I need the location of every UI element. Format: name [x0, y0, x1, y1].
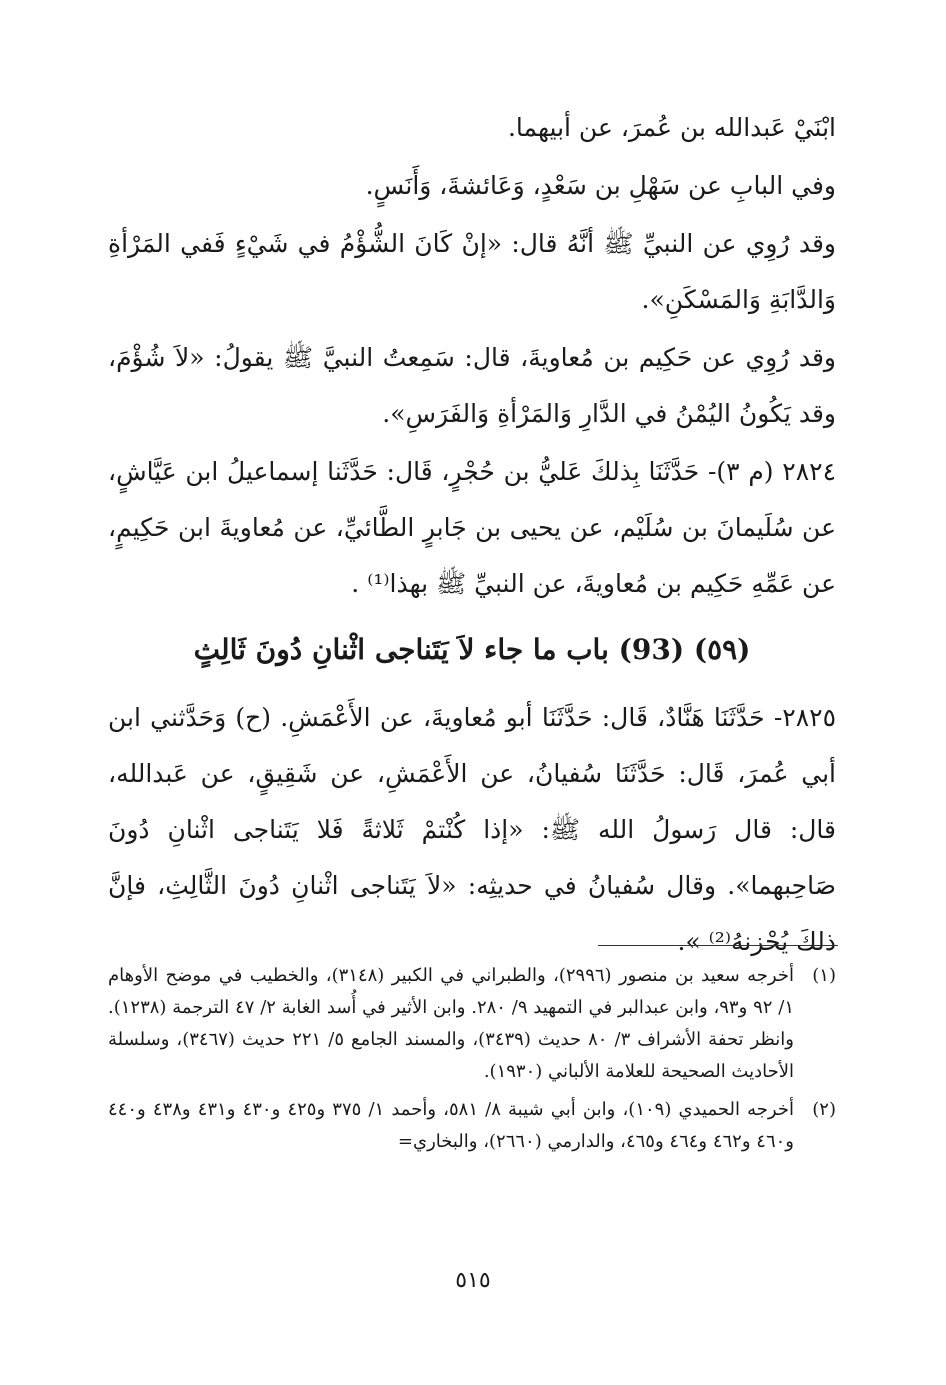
paragraph-continuation: ابْنَيْ عَبدالله بن عُمرَ، عن أبيهما.: [507, 113, 836, 142]
paragraph-hadith-hakim: وقد رُوِي عن حَكِيم بن مُعاويةَ، قال: سَمِعتُ النبيَّ ﷺ يقولُ: «لاَ شُؤْمَ، وقد يَكُونُ اليُمْنُ في الدَّارِ وَالمَرْأةِ وَالفَرَسِ».: [108, 343, 836, 428]
paragraph-hadith-2825: ٢٨٢٥- حَدَّثَنَا هَنَّادٌ، قَال: حَدَّثَنَا أبو مُعاويةَ، عن الأَعْمَشِ. (ح) وَحَدَّثني ابن أبي عُمرَ، قَال: حَدَّثَنَا سُفيانُ، عن الأَعْمَشِ، عن شَقِيقٍ، عن عَبدالله، قال: قال رَسولُ الله ﷺ: «إذا كُنْتمْ ثَلاثةً فَلا يَتَناجى اثْنانِ دُونَ صَاحِبهما». وقال سُفيانُ في حديثِه: «لاَ يَتَناجى اثْنانِ دُونَ الثَّالِثِ، فإنَّ ذلكَ يُحْزنهُ⁽²⁾ ».: [108, 703, 836, 956]
footnotes: [108, 960, 836, 1164]
footnote-number: (١): [812, 965, 836, 986]
footnote-divider: [598, 945, 838, 946]
page-number: ٥١٥: [455, 1268, 491, 1293]
paragraph-bab: وفي البابِ عن سَهْلِ بن سَعْدٍ، وَعَائشةَ، وَأَنَسٍ.: [365, 171, 836, 200]
paragraph-hadith-2824: ٢٨٢٤ (م ٣)- حَدَّثَنَا بِذلكَ عَليُّ بن حُجْرٍ، قَال: حَدَّثَنا إسماعيلُ ابن عَيَّاشٍ، عن سُلَيمانَ بن سُلَيْم، عن يحيى بن جَابرٍ الطَّائيِّ، عن مُعاويةَ ابن حَكِيمٍ، عن عَمِّهِ حَكِيم بن مُعاويةَ، عن النبيِّ ﷺ بهذا⁽¹⁾ .: [108, 457, 836, 598]
paragraph-hadith-shuom: وقد رُوِي عن النبيِّ ﷺ أنَّهُ قال: «إنْ كَانَ الشُّؤْمُ في شَيْءٍ فَفي المَرْأةِ وَالدَّابَةِ وَالمَسْكَنِ».: [108, 229, 836, 314]
footnote-text: أخرجه الحميدي (١٠٩)، وابن أبي شيبة ٨/ ٥٨١، وأحمد ١/ ٣٧٥ و٤٢٥ و٤٣٠ و٤٣١ و٤٣٨ و٤٤٠ و٤٦٠ و٤٦٢ و٤٦٤ و٤٦٥، والدارمي (٢٦٦٠)، والبخاري=: [108, 1099, 794, 1152]
footnote-text: أخرجه سعيد بن منصور (٢٩٩٦)، والطبراني في الكبير (٣١٤٨)، والخطيب في موضح الأوهام ١/ ٩٢ و٩٣، وابن عبدالبر في التمهيد ٩/ ٢٨٠. وابن الأثير في أُسد الغابة ٢/ ٤٧ الترجمة (١٢٣٨). وانظر تحفة الأشراف ٣/ ٨٠ حديث (٣٤٣٩)، والمسند الجامع ٥/ ٢٢١ حديث (٣٤٦٧)، وسلسلة الأحاديث الصحيحة للعلامة الألباني (١٩٣٠).: [108, 965, 794, 1082]
chapter-heading: (٥٩) (93) باب ما جاء لاَ يَتَناجى اثْنانِ دُونَ ثَالِثٍ: [193, 633, 751, 666]
main-text-block: [108, 100, 836, 970]
footnote-number: (٢): [812, 1099, 836, 1120]
footnote-item: [108, 960, 836, 1088]
footnote-item: [108, 1094, 836, 1158]
